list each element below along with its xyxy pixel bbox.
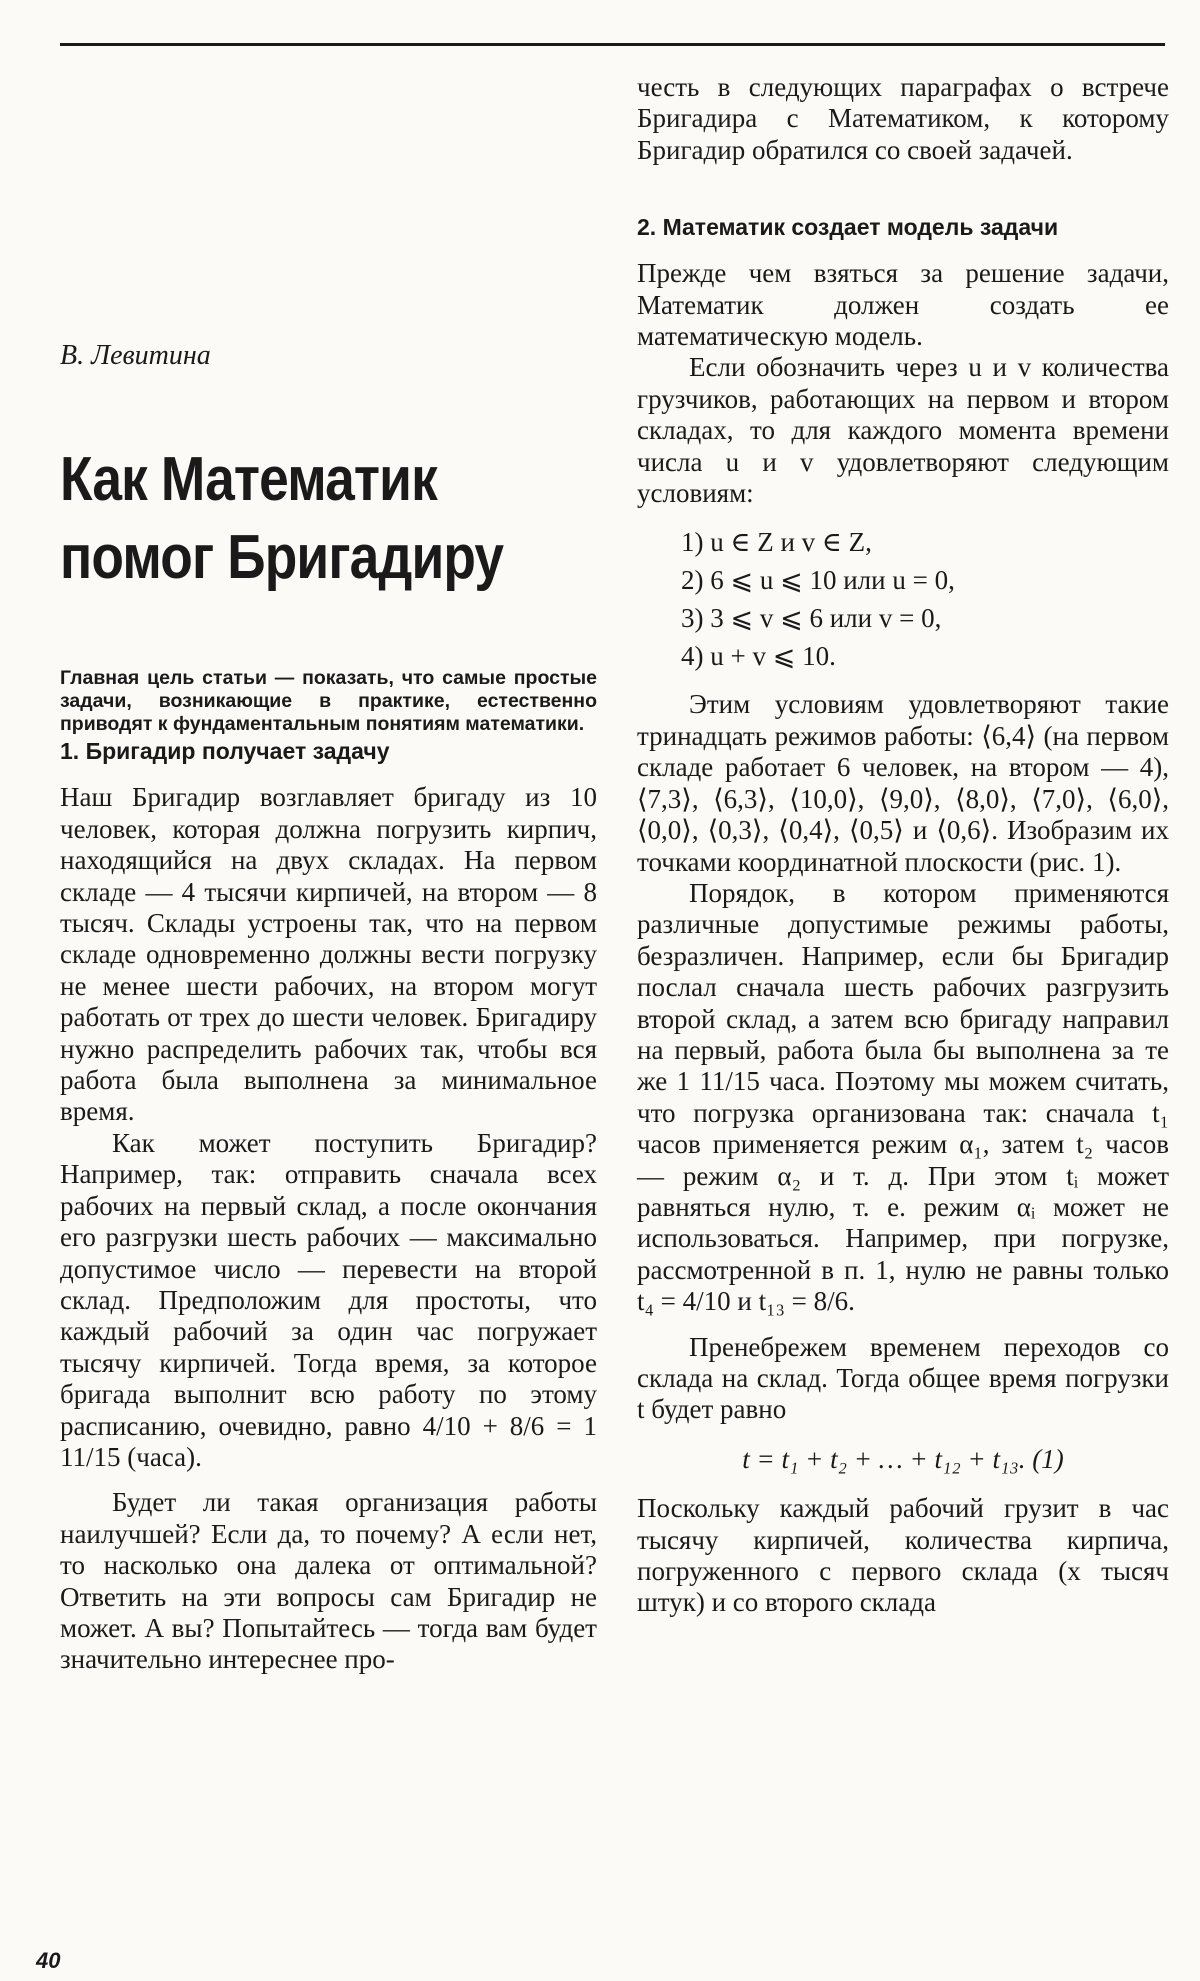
paragraph: Порядок, в котором применяются различные допустимые режимы работы, безразличен. Например, если бы Бригадир послал сначала шесть рабочих разгрузить второй склад, а затем всю бригаду направил на первый, работа была бы выполнена за те же 1 11/15 часа. Поэтому мы можем считать, что погрузка организована так: сначала t₁ часов применяется режим α₁, затем t₂ часов — режим α₂ и т. д. При этом tᵢ может равняться нулю, т. е. режим αᵢ может не использоваться. Например, при погрузке, рассмотренной в п. 1, нулю не равны только t₄ = 4/10 и t₁₃ = 8/6. <box>637 877 1169 1317</box>
author: В. Левитина <box>60 340 211 371</box>
paragraph: Как может поступить Бригадир? Например, так: отправить сначала всех рабочих на первый склад, а после окончания его разгрузки шесть рабочих — максимально допустимое число — перевести на второй склад. Предположим для простоты, что каждый рабочий за один час погружает тысячу кирпичей. Тогда время, за которое бригада выполнит всю работу по этому расписанию, очевидно, равно 4/10 + 8/6 = 1 11/15 (часа). <box>60 1127 597 1472</box>
article-title: Как Математик помог Бригадиру <box>60 445 504 593</box>
paragraph: Прежде чем взяться за решение задачи, Математик должен создать ее математическую модель. <box>637 258 1169 352</box>
section-2-heading: 2. Математик создает модель задачи <box>637 214 1059 241</box>
condition: 4) u + v ⩽ 10. <box>681 641 836 672</box>
top-rule <box>60 43 1165 46</box>
section-1-heading: 1. Бригадир получает задачу <box>60 738 390 765</box>
lead-paragraph: Главная цель статьи — показать, что самые простые задачи, возникающие в практике, естественно приводят к фундаментальным понятиям математики. <box>60 667 597 736</box>
right-column <box>637 72 1169 1619</box>
paragraph: Если обозначить через u и v количества грузчиков, работающих на первом и втором складах, то для каждого момента времени числа u и v удовлетворяют следующим условиям: <box>637 352 1169 509</box>
left-column <box>60 340 597 1676</box>
paragraph: честь в следующих параграфах о встрече Бригадира с Математиком, к которому Бригадир обратился со своей задачей. <box>637 72 1169 165</box>
condition: 1) u ∈ Z и v ∈ Z, <box>681 527 872 558</box>
paragraph: Будет ли такая организация работы наилучшей? Если да, то почему? А если нет, то насколько она далека от оптимальной? Ответить на эти вопросы сам Бригадир не может. А вы? Попытайтесь — тогда вам будет значительно интереснее про- <box>60 1487 597 1675</box>
paragraph: Пренебрежем временем переходов со склада на склад. Тогда общее время погрузки t будет равно <box>637 1331 1169 1425</box>
page-number: 40 <box>36 1948 61 1973</box>
paragraph: Поскольку каждый рабочий грузит в час тысячу кирпичей, количества кирпича, погруженного с первого склада (x тысяч штук) и со второго склада <box>637 1493 1169 1618</box>
condition: 2) 6 ⩽ u ⩽ 10 или u = 0, <box>681 565 955 596</box>
conditions-list <box>681 523 1169 675</box>
paragraph: Наш Бригадир возглавляет бригаду из 10 человек, которая должна погрузить кирпич, находящийся на двух складах. На первом складе — 4 тысячи кирпичей, на втором — 8 тысяч. Склады устроены так, что на первом складе одновременно должны вести погрузку не менее шести рабочих, на втором могут работать от трех до шести человек. Бригадиру нужно распределить рабочих так, чтобы вся работа была выполнена за минимальное время. <box>60 782 597 1127</box>
paragraph: Этим условиям удовлетворяют такие тринадцать режимов работы: ⟨6,4⟩ (на первом складе работает 6 человек, на втором — 4), ⟨7,3⟩, ⟨6,3⟩, ⟨10,0⟩, ⟨9,0⟩, ⟨8,0⟩, ⟨7,0⟩, ⟨6,0⟩, ⟨0,0⟩, ⟨0,3⟩, ⟨0,4⟩, ⟨0,5⟩ и ⟨0,6⟩. Изобразим их точками координатной плоскости (рис. 1). <box>637 689 1169 877</box>
formula: t = t₁ + t₂ + … + t₁₂ + t₁₃. (1) <box>742 1443 1064 1474</box>
condition: 3) 3 ⩽ v ⩽ 6 или v = 0, <box>681 603 942 634</box>
